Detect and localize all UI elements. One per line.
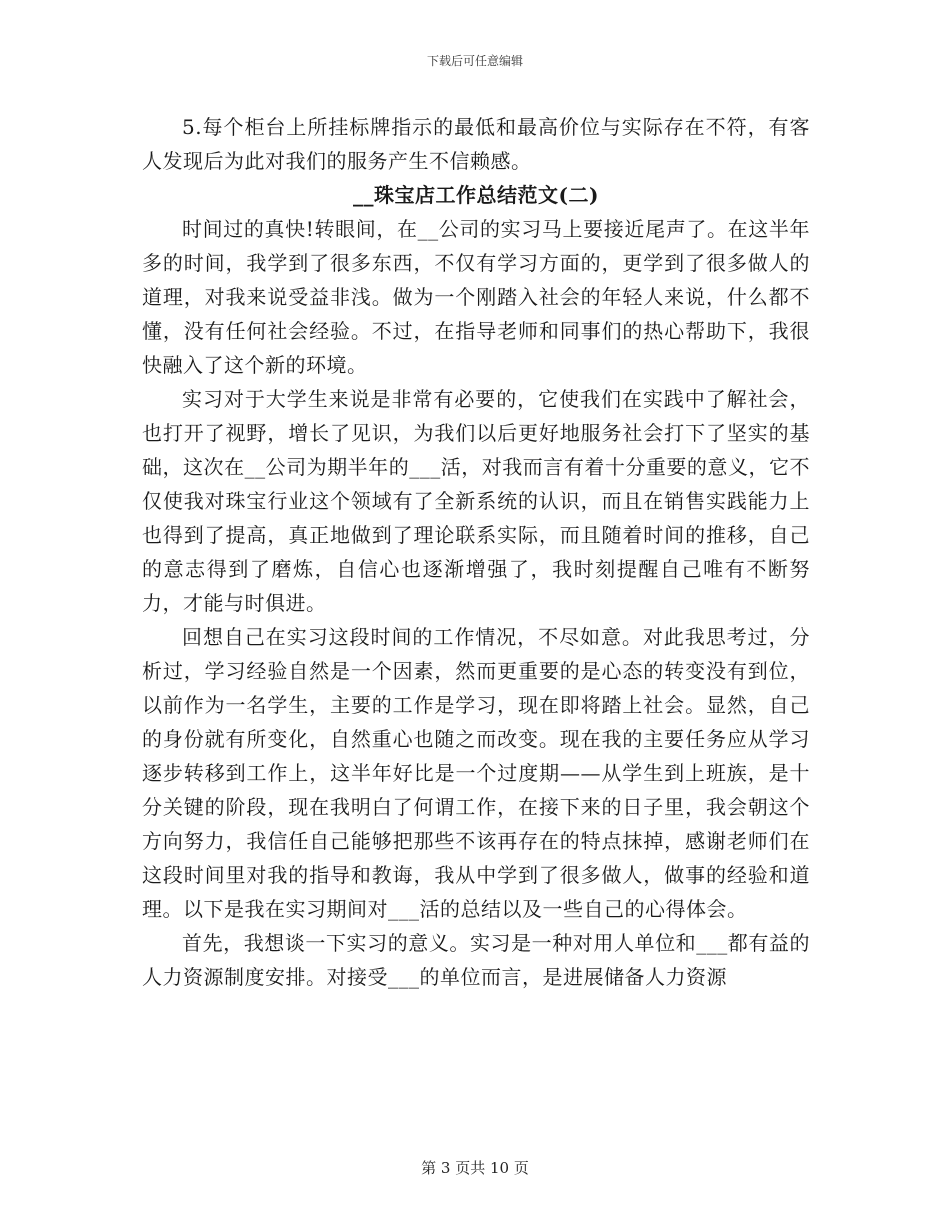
section-heading: __珠宝店工作总结范文(二) (353, 183, 599, 207)
paragraph-first-point: 首先，我想谈一下实习的意义。实习是一种对用人单位和___都有益的人力资源制度安排。对接受___的单位而言，是进展储备人力资源 (142, 931, 810, 989)
page-header: 下载后可任意编辑 (426, 54, 523, 68)
document-body (142, 110, 810, 994)
paragraph-intro: 时间过的真快!转眼间，在__公司的实习马上要接近尾声了。在这半年多的时间，我学到了很多东西，不仅有学习方面的，更学到了很多做人的道理，对我来说受益非浅。做为一个刚踏入社会的年轻人来说，什么都不懂，没有任何社会经验。不过，在指导老师和同事们的热心帮助下，我很快融入了这个新的环境。 (142, 217, 810, 377)
page-number: 第 3 页共 10 页 (421, 1159, 529, 1177)
paragraph-reflection: 回想自己在实习这段时间的工作情况，不尽如意。对此我思考过，分析过，学习经验自然是一个因素，然而更重要的是心态的转变没有到位，以前作为一名学生，主要的工作是学习，现在即将踏上社会。显然，自己的身份就有所变化，自然重心也随之而改变。现在我的主要任务应从学习逐步转移到工作上，这半年好比是一个过度期——从学生到上班族，是十分关键的阶段，现在我明白了何谓工作，在接下来的日子里，我会朝这个方向努力，我信任自己能够把那些不该再存在的特点抹掉，感谢老师们在这段时间里对我的指导和教诲，我从中学到了很多做人，做事的经验和道理。以下是我在实习期间对___活的总结以及一些自己的心得体会。 (142, 625, 810, 921)
paragraph-item-5: 5.每个柜台上所挂标牌指示的最低和最高价位与实际存在不符，有客人发现后为此对我们的服务产生不信赖感。 (142, 115, 810, 173)
paragraph-internship-meaning: 实习对于大学生来说是非常有必要的，它使我们在实践中了解社会，也打开了视野，增长了见识，为我们以后更好地服务社会打下了坚实的基础，这次在__公司为期半年的___活，对我而言有着十分重要的意义，它不仅使我对珠宝行业这个领域有了全新系统的认识，而且在销售实践能力上也得到了提高，真正地做到了理论联系实际，而且随着时间的推移，自己的意志得到了磨炼，自信心也逐渐增强了，我时刻提醒自己唯有不断努力，才能与时俱进。 (142, 387, 810, 615)
